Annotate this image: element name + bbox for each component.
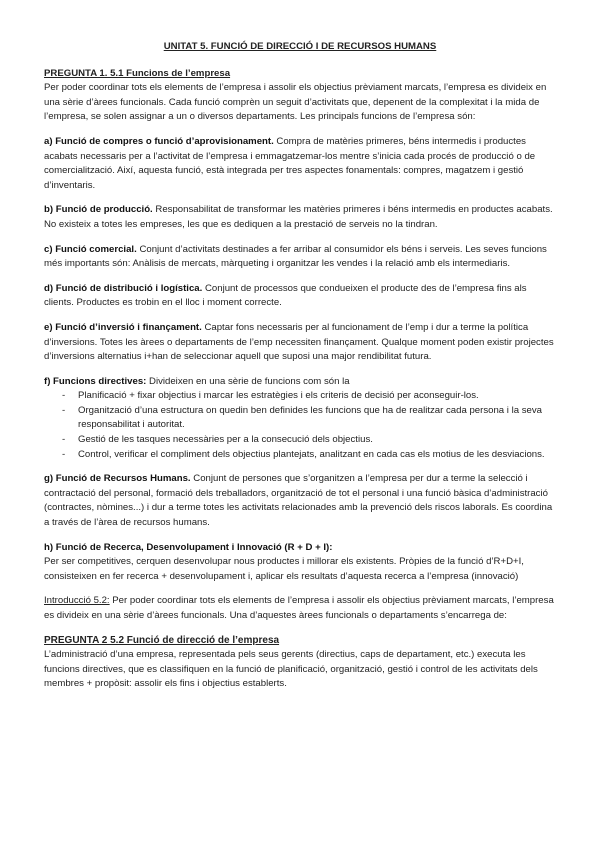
section-c-label: c) Funció comercial.	[44, 243, 137, 255]
section-b-label: b) Funció de producció.	[44, 204, 153, 216]
dash-marker: -	[62, 434, 66, 446]
dash-marker: -	[62, 404, 66, 416]
section-b-text: Responsabilitat de transformar les matèries primeres i béns intermedis en productes acabats. No existeix a totes les empreses, les que es dediquen a la prestació de serveis no la tindran.	[44, 204, 553, 230]
section-d	[44, 282, 556, 311]
question-1-heading: PREGUNTA 1. 5.1 Funcions de l’empresa	[44, 67, 231, 79]
section-a	[44, 135, 556, 193]
list-item-text: Planificació + fixar objectius i marcar les estratègies i els criteris de decisió per aconseguir-los.	[78, 390, 479, 402]
page-title: UNITAT 5. FUNCIÓ DE DIRECCIÓ I DE RECURSOS HUMANS	[163, 41, 437, 52]
section-a-label: a) Funció de compres o funció d’aprovisionament.	[44, 135, 274, 147]
question-2-text: L’administració d’una empresa, representada pels seus gerents (directius, caps de departament, etc.) executa les funcions directives, que es classifiquen en la funció de planificació, organització, gestió i control de les activitats dels membres + propòsit: assolir els fins i objectius establerts.	[44, 649, 538, 690]
section-h	[44, 541, 556, 585]
section-g-label: g) Funció de Recursos Humans.	[44, 473, 191, 485]
list-item	[44, 448, 556, 463]
list-item	[44, 433, 556, 448]
dash-marker: -	[62, 448, 66, 460]
section-c	[44, 243, 556, 272]
section-h-text: Per ser competitives, cerquen desenvolupar nous productes i millorar els existents. Pròpies de la funció d’R+D+I, consisteixen en fer recerca + desenvolupament i, aplicar els resultats d’aquesta recerca a l’empresa (innovació)	[44, 556, 524, 582]
question-1-intro: Per poder coordinar tots els elements de l’empresa i assolir els objectius prèviament marcats, l’empresa es divideix en una sèrie d’àrees funcionals. Cada funció comprèn un seguit d’activitats que, depenent de la complexitat i la mida de l’empresa, se solen assignar a un o diversos departaments. Les principals funcions de l’empresa són:	[44, 82, 547, 123]
section-d-text: Conjunt de processos que condueixen el producte des de l’empresa fins als clients. Productes es trobin en el lloc i moment correcte.	[44, 282, 527, 309]
introduction-5-2-text: Per poder coordinar tots els elements de l’empresa i assolir els objectius prèviament marcats, l’empresa es divideix en una sèrie d’àrees funcionals. Una d’aquestes àrees funcionals o departaments s’encarrega de:	[44, 595, 554, 621]
section-a-text: Compra de matèries primeres, béns intermedis i productes acabats necessaris per a l’activitat de l’empresa i emmagatzemar-los mentre s’inicia cada procés de producció o de comercialització. Així, aquesta funció, està integrada per tres aspectes fonamentals: compres, magatzem i gestió d’inventaris.	[44, 135, 536, 191]
introduction-5-2	[44, 594, 556, 623]
dash-marker: -	[62, 390, 66, 402]
introduction-5-2-label: Introducció 5.2:	[44, 595, 110, 607]
list-item	[44, 389, 556, 404]
section-c-text: Conjunt d’activitats destinades a fer arribar al consumidor els béns i serveis. Les seves funcions més importants són: Anàlisis de mercats, màrqueting i organitzar les vendes i la relació amb els intermediaris.	[44, 243, 547, 270]
question-2-heading: PREGUNTA 2 5.2 Funció de direcció de l’empresa	[44, 634, 280, 646]
section-f	[44, 375, 556, 390]
section-b	[44, 203, 556, 232]
section-g	[44, 472, 556, 530]
section-d-label: d) Funció de distribució i logística.	[44, 282, 203, 294]
section-e	[44, 321, 556, 365]
list-item-text: Gestió de les tasques necessàries per a la consecució dels objectius.	[78, 434, 373, 446]
list-item	[44, 404, 556, 433]
list-item-text: Control, verificar el compliment dels objectius plantejats, analitzant en cada cas els motius de les desviacions.	[78, 448, 545, 460]
section-f-label: f) Funcions directives:	[44, 375, 147, 387]
list-item-text: Organització d’una estructura on quedin ben definides les funcions que ha de realitzar cada persona i la seva responsabilitat i autoritat.	[78, 404, 542, 431]
directive-functions-list	[44, 389, 556, 462]
section-g-text: Conjunt de persones que s’organitzen a l’empresa per dur a terme la selecció i contractació del personal, formació dels treballadors, organització de tot el personal i una funció bàsica d’administració (contractes, nòmines...) i dur a terme totes les activitats relacionades amb la prevenció dels riscos laborals. Es coordina a través de l’àrea de recursos humans.	[44, 473, 553, 529]
section-e-label: e) Funció d’inversió i finançament.	[44, 321, 202, 333]
section-f-text: Divideixen en una sèrie de funcions com són la	[146, 375, 350, 387]
section-h-label: h) Funció de Recerca, Desenvolupament i Innovació (R + D + I):	[44, 541, 333, 553]
section-e-text: Captar fons necessaris per al funcionament de l’emp i dur a terme la política d’inversions. Totes les àrees o departaments de l’emp necessiten finançament. Qualque moment poden existir projectes d’inversions alternatius i+han de seleccionar aquell que suposi una major rendibilitat futura.	[44, 321, 554, 363]
